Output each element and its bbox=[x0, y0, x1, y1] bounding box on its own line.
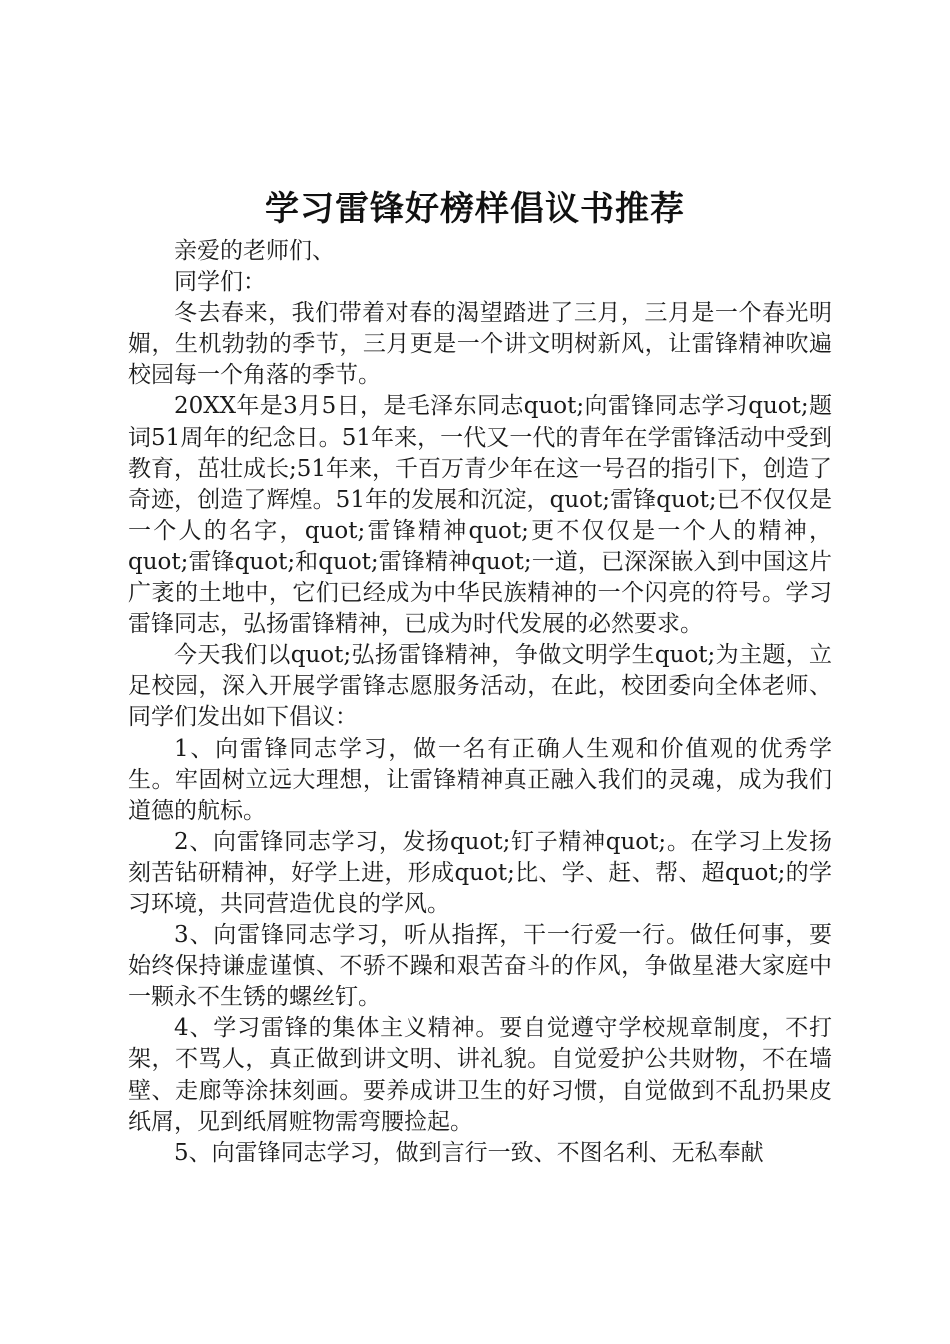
proposal-item-4: 4、学习雷锋的集体主义精神。要自觉遵守学校规章制度，不打架，不骂人，真正做到讲文明、讲礼貌。自觉爱护公共财物，不在墙壁、走廊等涂抹刻画。要养成讲卫生的好习惯，自觉做到不乱扔果皮纸屑，见到纸屑赃物需弯腰捡起。 bbox=[128, 1015, 832, 1135]
proposal-item-5: 5、向雷锋同志学习，做到言行一致、不图名利、无私奉献 bbox=[174, 1139, 764, 1166]
proposal-item-2: 2、向雷锋同志学习，发扬quot;钉子精神quot;。在学习上发扬刻苦钻研精神，好学上进，形成quot;比、学、赶、帮、超quot;的学习环境，共同营造优良的学风。 bbox=[128, 828, 832, 917]
document-body bbox=[128, 236, 832, 1169]
paragraph-proposal: 今天我们以quot;弘扬雷锋精神，争做文明学生quot;为主题，立足校园，深入开展学雷锋志愿服务活动，在此，校团委向全体老师、同学们发出如下倡议： bbox=[128, 642, 832, 731]
document-title: 学习雷锋好榜样倡议书推荐 bbox=[265, 189, 685, 229]
paragraph-history: 20XX年是3月5日，是毛泽东同志quot;向雷锋同志学习quot;题词51周年的纪念日。51年来，一代又一代的青年在学雷锋活动中受到教育，茁壮成长;51年来，千百万青少年在这一号召的指引下，创造了奇迹，创造了辉煌。51年的发展和沉淀，quot;雷锋quot;已不仅仅是一个人的名字，quot;雷锋精神quot;更不仅仅是一个人的精神，quot;雷锋quot;和quot;雷锋精神quot;一道，已深深嵌入到中国这片广袤的土地中，它们已经成为中华民族精神的一个闪亮的符号。学习雷锋同志，弘扬雷锋精神，已成为时代发展的必然要求。 bbox=[128, 393, 833, 638]
proposal-item-3: 3、向雷锋同志学习，听从指挥，干一行爱一行。做任何事，要始终保持谦虚谨慎、不骄不躁和艰苦奋斗的作风，争做星港大家庭中一颗永不生锈的螺丝钉。 bbox=[128, 922, 832, 1011]
proposal-item-1: 1、向雷锋同志学习，做一名有正确人生观和价值观的优秀学生。牢固树立远大理想，让雷锋精神真正融入我们的灵魂，成为我们道德的航标。 bbox=[128, 735, 832, 824]
salutation-line-1: 亲爱的老师们、 bbox=[174, 238, 335, 264]
paragraph-intro: 冬去春来，我们带着对春的渴望踏进了三月，三月是一个春光明媚，生机勃勃的季节，三月更是一个讲文明树新风，让雷锋精神吹遍校园每一个角落的季节。 bbox=[128, 300, 832, 389]
salutation-line-2: 同学们： bbox=[174, 269, 266, 296]
